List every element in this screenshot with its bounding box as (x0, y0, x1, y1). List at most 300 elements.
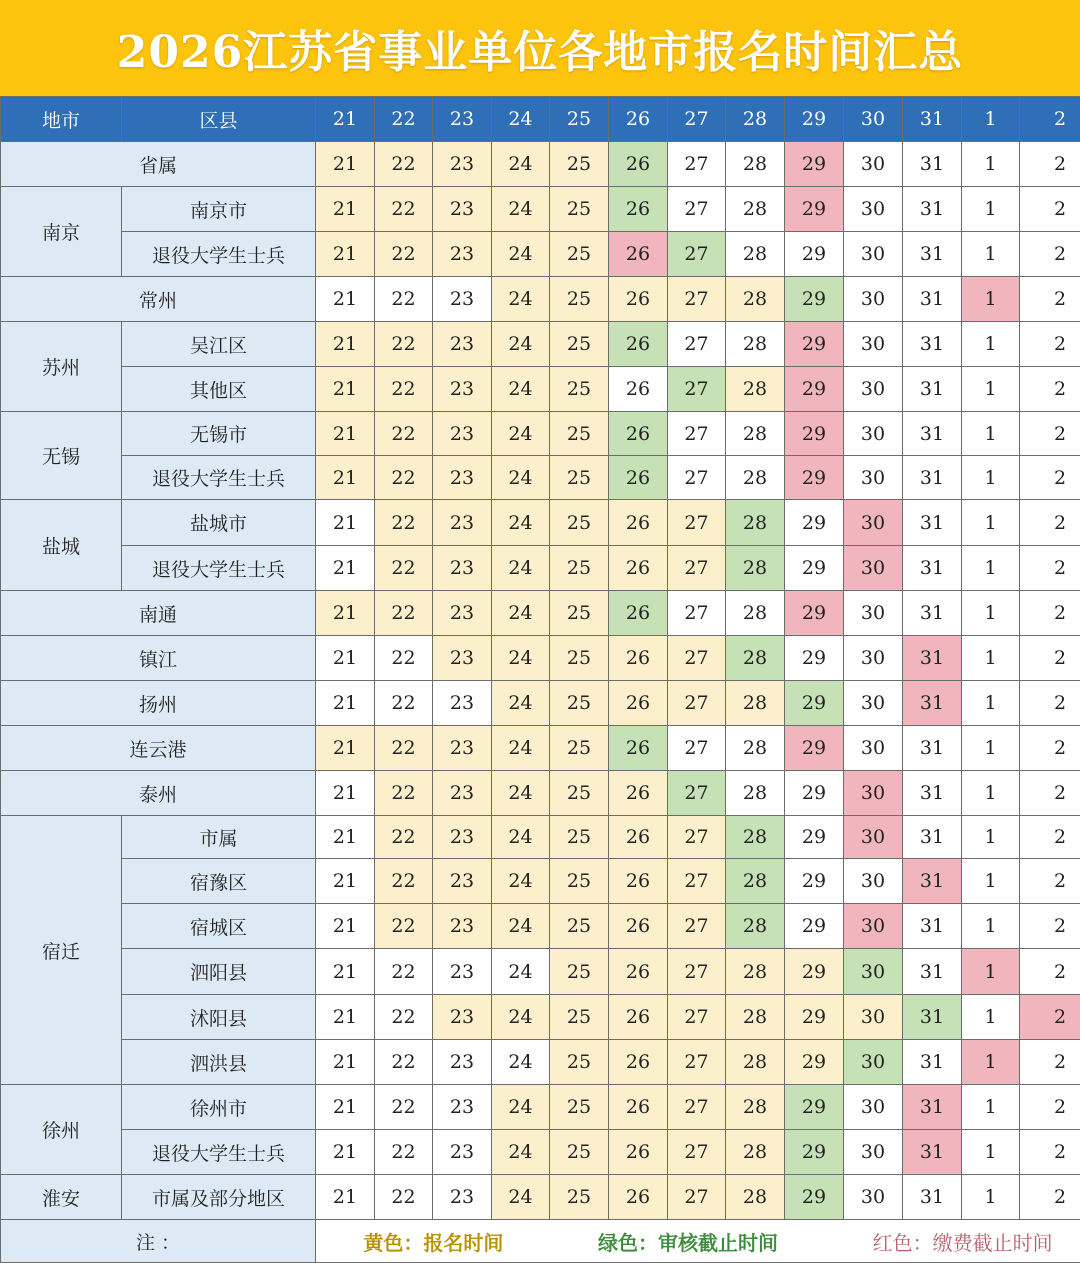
city-label: 无锡 (1, 412, 122, 500)
day-cell: 28 (726, 995, 785, 1040)
day-cell: 22 (375, 546, 433, 591)
city-label: 苏州 (1, 322, 122, 412)
legend (316, 1220, 1080, 1263)
table-row (1, 277, 1080, 322)
day-cell: 22 (375, 232, 433, 277)
day-cell: 1 (962, 546, 1020, 591)
day-cell: 21 (316, 995, 375, 1040)
day-cell: 29 (785, 1175, 844, 1220)
day-cell: 23 (433, 636, 492, 681)
day-cell: 24 (492, 636, 550, 681)
day-cell: 31 (903, 187, 962, 232)
table-row (1, 949, 1080, 995)
day-cell: 29 (785, 726, 844, 771)
day-cell: 27 (668, 1085, 726, 1130)
day-cell: 26 (609, 322, 668, 367)
day-cell: 2 (1020, 771, 1080, 816)
legend-green: 绿色：审核截止时间 (597, 1230, 778, 1255)
day-cell: 27 (668, 904, 726, 949)
day-cell: 30 (844, 816, 903, 859)
city-label: 省属 (1, 142, 316, 187)
day-cell: 22 (375, 636, 433, 681)
day-cell: 27 (668, 456, 726, 500)
day-cell: 23 (433, 322, 492, 367)
district-label: 泗阳县 (122, 949, 316, 995)
district-label: 市属 (122, 816, 316, 859)
district-label: 其他区 (122, 367, 316, 412)
day-cell: 21 (316, 1130, 375, 1175)
day-cell: 24 (492, 681, 550, 726)
day-cell: 25 (550, 546, 609, 591)
district-label: 宿城区 (122, 904, 316, 949)
day-cell: 26 (609, 546, 668, 591)
day-cell: 23 (433, 816, 492, 859)
city-label: 连云港 (1, 726, 316, 771)
day-cell: 1 (962, 1175, 1020, 1220)
day-cell: 28 (726, 726, 785, 771)
day-cell: 28 (726, 412, 785, 456)
day-cell: 2 (1020, 591, 1080, 636)
day-cell: 23 (433, 187, 492, 232)
day-cell: 24 (492, 232, 550, 277)
day-cell: 30 (844, 500, 903, 546)
day-cell: 31 (903, 904, 962, 949)
day-cell: 30 (844, 322, 903, 367)
day-cell: 21 (316, 904, 375, 949)
day-cell: 31 (903, 995, 962, 1040)
day-cell: 22 (375, 322, 433, 367)
day-cell: 30 (844, 591, 903, 636)
day-cell: 25 (550, 904, 609, 949)
district-label: 南京市 (122, 187, 316, 232)
day-cell: 26 (609, 816, 668, 859)
day-cell: 1 (962, 771, 1020, 816)
day-cell: 24 (492, 726, 550, 771)
table-row (1, 681, 1080, 726)
header-day: 22 (375, 97, 433, 142)
day-cell: 21 (316, 322, 375, 367)
day-cell: 1 (962, 277, 1020, 322)
district-label: 无锡市 (122, 412, 316, 456)
day-cell: 26 (609, 1085, 668, 1130)
day-cell: 23 (433, 412, 492, 456)
day-cell: 27 (668, 546, 726, 591)
day-cell: 21 (316, 232, 375, 277)
day-cell: 23 (433, 1085, 492, 1130)
day-cell: 1 (962, 500, 1020, 546)
day-cell: 21 (316, 816, 375, 859)
day-cell: 21 (316, 859, 375, 904)
header-row (1, 97, 1080, 142)
day-cell: 25 (550, 949, 609, 995)
table-row (1, 1130, 1080, 1175)
day-cell: 23 (433, 591, 492, 636)
day-cell: 27 (668, 187, 726, 232)
legend-yellow: 黄色：报名时间 (363, 1230, 504, 1255)
day-cell: 1 (962, 995, 1020, 1040)
header-city: 地市 (1, 97, 122, 142)
day-cell: 2 (1020, 949, 1080, 995)
day-cell: 25 (550, 726, 609, 771)
table-row (1, 367, 1080, 412)
day-cell: 28 (726, 636, 785, 681)
day-cell: 2 (1020, 1175, 1080, 1220)
day-cell: 26 (609, 904, 668, 949)
day-cell: 26 (609, 771, 668, 816)
day-cell: 2 (1020, 456, 1080, 500)
day-cell: 24 (492, 591, 550, 636)
header-day: 24 (492, 97, 550, 142)
day-cell: 21 (316, 367, 375, 412)
day-cell: 29 (785, 995, 844, 1040)
day-cell: 28 (726, 949, 785, 995)
day-cell: 21 (316, 726, 375, 771)
day-cell: 30 (844, 681, 903, 726)
day-cell: 1 (962, 1085, 1020, 1130)
day-cell: 29 (785, 1130, 844, 1175)
day-cell: 27 (668, 1130, 726, 1175)
day-cell: 23 (433, 681, 492, 726)
day-cell: 31 (903, 681, 962, 726)
day-cell: 22 (375, 816, 433, 859)
day-cell: 29 (785, 949, 844, 995)
day-cell: 23 (433, 859, 492, 904)
day-cell: 22 (375, 949, 433, 995)
day-cell: 31 (903, 591, 962, 636)
day-cell: 22 (375, 681, 433, 726)
table-row (1, 232, 1080, 277)
schedule-table (0, 96, 1080, 1263)
city-label: 南京 (1, 187, 122, 277)
day-cell: 23 (433, 367, 492, 412)
day-cell: 28 (726, 1175, 785, 1220)
day-cell: 1 (962, 949, 1020, 995)
day-cell: 24 (492, 1130, 550, 1175)
city-label: 淮安 (1, 1175, 122, 1220)
day-cell: 1 (962, 904, 1020, 949)
table-body (1, 142, 1080, 1220)
day-cell: 21 (316, 591, 375, 636)
day-cell: 25 (550, 456, 609, 500)
day-cell: 31 (903, 232, 962, 277)
day-cell: 31 (903, 142, 962, 187)
header-district: 区县 (122, 97, 316, 142)
day-cell: 21 (316, 412, 375, 456)
district-label: 徐州市 (122, 1085, 316, 1130)
day-cell: 25 (550, 995, 609, 1040)
day-cell: 27 (668, 322, 726, 367)
day-cell: 24 (492, 1175, 550, 1220)
day-cell: 23 (433, 726, 492, 771)
day-cell: 24 (492, 322, 550, 367)
day-cell: 22 (375, 1130, 433, 1175)
day-cell: 22 (375, 859, 433, 904)
day-cell: 28 (726, 681, 785, 726)
day-cell: 21 (316, 277, 375, 322)
day-cell: 22 (375, 277, 433, 322)
day-cell: 31 (903, 1175, 962, 1220)
day-cell: 28 (726, 232, 785, 277)
day-cell: 28 (726, 142, 785, 187)
district-label: 退役大学生士兵 (122, 232, 316, 277)
district-label: 退役大学生士兵 (122, 1130, 316, 1175)
day-cell: 27 (668, 995, 726, 1040)
day-cell: 24 (492, 859, 550, 904)
page-title: 2026江苏省事业单位各地市报名时间汇总 (0, 0, 1080, 96)
day-cell: 25 (550, 322, 609, 367)
day-cell: 29 (785, 591, 844, 636)
district-label: 宿豫区 (122, 859, 316, 904)
day-cell: 26 (609, 726, 668, 771)
day-cell: 27 (668, 949, 726, 995)
day-cell: 22 (375, 904, 433, 949)
header-day: 23 (433, 97, 492, 142)
day-cell: 28 (726, 277, 785, 322)
day-cell: 25 (550, 816, 609, 859)
day-cell: 30 (844, 636, 903, 681)
day-cell: 27 (668, 367, 726, 412)
header-day: 2 (1020, 97, 1080, 142)
day-cell: 27 (668, 636, 726, 681)
day-cell: 27 (668, 816, 726, 859)
day-cell: 29 (785, 232, 844, 277)
day-cell: 25 (550, 681, 609, 726)
header-day: 1 (962, 97, 1020, 142)
day-cell: 23 (433, 904, 492, 949)
district-label: 市属及部分地区 (122, 1175, 316, 1220)
table-row (1, 591, 1080, 636)
table-row (1, 546, 1080, 591)
day-cell: 31 (903, 367, 962, 412)
table-row (1, 412, 1080, 456)
day-cell: 23 (433, 1130, 492, 1175)
day-cell: 25 (550, 232, 609, 277)
day-cell: 22 (375, 591, 433, 636)
day-cell: 24 (492, 412, 550, 456)
day-cell: 26 (609, 456, 668, 500)
day-cell: 1 (962, 232, 1020, 277)
day-cell: 2 (1020, 1130, 1080, 1175)
day-cell: 29 (785, 367, 844, 412)
day-cell: 27 (668, 142, 726, 187)
legend-red: 红色：缴费截止时间 (872, 1230, 1053, 1255)
day-cell: 24 (492, 500, 550, 546)
table-row (1, 859, 1080, 904)
day-cell: 1 (962, 187, 1020, 232)
day-cell: 2 (1020, 726, 1080, 771)
day-cell: 24 (492, 277, 550, 322)
day-cell: 30 (844, 726, 903, 771)
day-cell: 1 (962, 322, 1020, 367)
table-row (1, 816, 1080, 859)
day-cell: 24 (492, 546, 550, 591)
day-cell: 30 (844, 456, 903, 500)
day-cell: 23 (433, 546, 492, 591)
day-cell: 22 (375, 1040, 433, 1085)
day-cell: 28 (726, 456, 785, 500)
day-cell: 24 (492, 995, 550, 1040)
day-cell: 24 (492, 187, 550, 232)
day-cell: 28 (726, 771, 785, 816)
header-day: 29 (785, 97, 844, 142)
day-cell: 26 (609, 232, 668, 277)
day-cell: 24 (492, 904, 550, 949)
day-cell: 2 (1020, 367, 1080, 412)
day-cell: 27 (668, 277, 726, 322)
day-cell: 30 (844, 995, 903, 1040)
day-cell: 26 (609, 949, 668, 995)
day-cell: 26 (609, 1175, 668, 1220)
city-label: 南通 (1, 591, 316, 636)
day-cell: 25 (550, 500, 609, 546)
day-cell: 31 (903, 277, 962, 322)
day-cell: 29 (785, 187, 844, 232)
day-cell: 25 (550, 636, 609, 681)
legend-row (1, 1220, 1080, 1263)
day-cell: 22 (375, 412, 433, 456)
day-cell: 26 (609, 412, 668, 456)
day-cell: 21 (316, 500, 375, 546)
day-cell: 23 (433, 500, 492, 546)
day-cell: 30 (844, 367, 903, 412)
header-day: 26 (609, 97, 668, 142)
city-label: 徐州 (1, 1085, 122, 1175)
district-label: 泗洪县 (122, 1040, 316, 1085)
day-cell: 29 (785, 1040, 844, 1085)
day-cell: 31 (903, 322, 962, 367)
day-cell: 27 (668, 1040, 726, 1085)
day-cell: 2 (1020, 1040, 1080, 1085)
day-cell: 28 (726, 500, 785, 546)
day-cell: 30 (844, 232, 903, 277)
day-cell: 30 (844, 904, 903, 949)
day-cell: 22 (375, 1085, 433, 1130)
city-label: 盐城 (1, 500, 122, 591)
day-cell: 31 (903, 1085, 962, 1130)
table-row (1, 322, 1080, 367)
day-cell: 22 (375, 1175, 433, 1220)
table-row (1, 726, 1080, 771)
day-cell: 29 (785, 859, 844, 904)
day-cell: 22 (375, 771, 433, 816)
day-cell: 27 (668, 1175, 726, 1220)
day-cell: 26 (609, 1040, 668, 1085)
table-row (1, 636, 1080, 681)
day-cell: 25 (550, 1085, 609, 1130)
day-cell: 1 (962, 412, 1020, 456)
day-cell: 2 (1020, 277, 1080, 322)
day-cell: 25 (550, 859, 609, 904)
day-cell: 24 (492, 816, 550, 859)
city-label: 宿迁 (1, 816, 122, 1085)
city-label: 镇江 (1, 636, 316, 681)
table-row (1, 1175, 1080, 1220)
day-cell: 2 (1020, 187, 1080, 232)
day-cell: 24 (492, 949, 550, 995)
day-cell: 2 (1020, 859, 1080, 904)
day-cell: 2 (1020, 681, 1080, 726)
day-cell: 1 (962, 681, 1020, 726)
day-cell: 26 (609, 681, 668, 726)
day-cell: 22 (375, 456, 433, 500)
day-cell: 30 (844, 142, 903, 187)
day-cell: 2 (1020, 500, 1080, 546)
district-label: 沭阳县 (122, 995, 316, 1040)
header-day: 31 (903, 97, 962, 142)
day-cell: 29 (785, 142, 844, 187)
day-cell: 24 (492, 1040, 550, 1085)
day-cell: 21 (316, 771, 375, 816)
day-cell: 28 (726, 816, 785, 859)
day-cell: 22 (375, 187, 433, 232)
table-row (1, 995, 1080, 1040)
day-cell: 23 (433, 142, 492, 187)
day-cell: 25 (550, 412, 609, 456)
day-cell: 2 (1020, 142, 1080, 187)
day-cell: 26 (609, 277, 668, 322)
day-cell: 21 (316, 187, 375, 232)
day-cell: 22 (375, 367, 433, 412)
day-cell: 25 (550, 277, 609, 322)
day-cell: 21 (316, 1085, 375, 1130)
day-cell: 28 (726, 904, 785, 949)
day-cell: 29 (785, 904, 844, 949)
day-cell: 31 (903, 949, 962, 995)
day-cell: 21 (316, 1175, 375, 1220)
day-cell: 23 (433, 232, 492, 277)
day-cell: 30 (844, 1130, 903, 1175)
day-cell: 29 (785, 771, 844, 816)
day-cell: 21 (316, 636, 375, 681)
day-cell: 29 (785, 1085, 844, 1130)
day-cell: 29 (785, 277, 844, 322)
day-cell: 27 (668, 412, 726, 456)
day-cell: 1 (962, 726, 1020, 771)
day-cell: 27 (668, 500, 726, 546)
day-cell: 23 (433, 1040, 492, 1085)
day-cell: 2 (1020, 412, 1080, 456)
day-cell: 28 (726, 187, 785, 232)
day-cell: 30 (844, 187, 903, 232)
day-cell: 29 (785, 322, 844, 367)
day-cell: 31 (903, 816, 962, 859)
day-cell: 29 (785, 681, 844, 726)
day-cell: 30 (844, 412, 903, 456)
day-cell: 24 (492, 367, 550, 412)
day-cell: 24 (492, 771, 550, 816)
day-cell: 2 (1020, 816, 1080, 859)
day-cell: 1 (962, 1130, 1020, 1175)
day-cell: 25 (550, 1175, 609, 1220)
day-cell: 25 (550, 142, 609, 187)
day-cell: 1 (962, 142, 1020, 187)
day-cell: 29 (785, 816, 844, 859)
city-label: 泰州 (1, 771, 316, 816)
day-cell: 31 (903, 1040, 962, 1085)
day-cell: 27 (668, 591, 726, 636)
day-cell: 23 (433, 1175, 492, 1220)
day-cell: 31 (903, 546, 962, 591)
day-cell: 26 (609, 591, 668, 636)
day-cell: 31 (903, 1130, 962, 1175)
day-cell: 2 (1020, 995, 1080, 1040)
day-cell: 30 (844, 277, 903, 322)
day-cell: 1 (962, 456, 1020, 500)
header-day: 28 (726, 97, 785, 142)
day-cell: 30 (844, 859, 903, 904)
day-cell: 25 (550, 771, 609, 816)
day-cell: 1 (962, 1040, 1020, 1085)
